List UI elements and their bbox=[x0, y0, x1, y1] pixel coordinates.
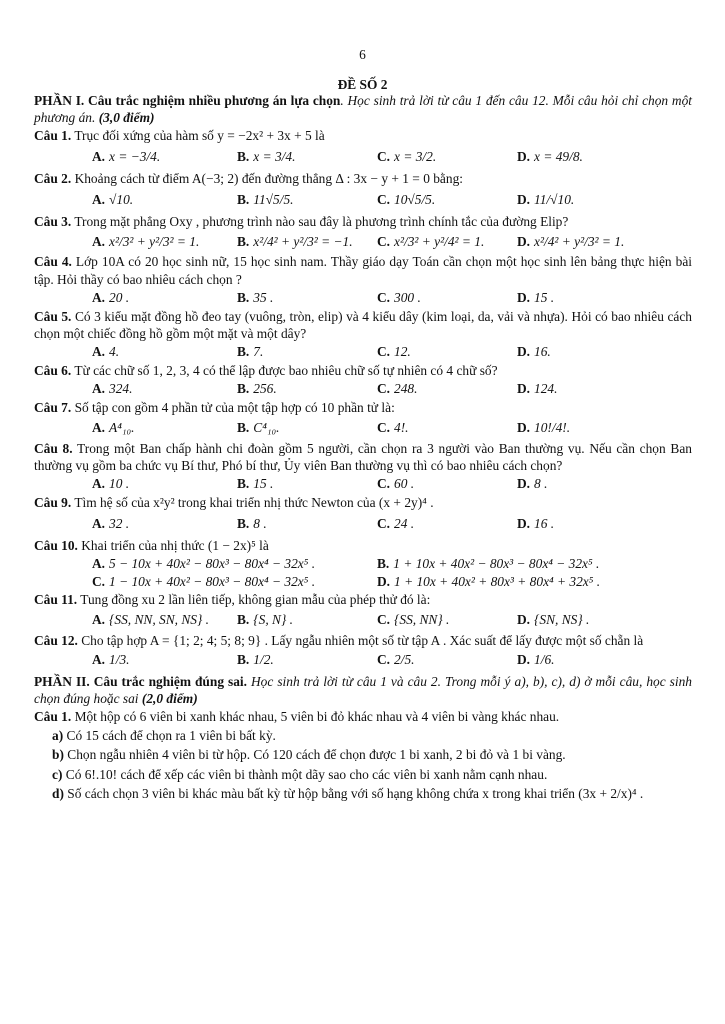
question-11 bbox=[34, 591, 692, 632]
option-value: 1 + 10x + 40x² − 80x³ − 80x⁴ − 32x⁵ . bbox=[393, 556, 600, 572]
question-2 bbox=[34, 170, 692, 213]
option-value: 2/5. bbox=[394, 652, 415, 668]
answer-option-c[interactable] bbox=[92, 573, 377, 590]
option-letter: A. bbox=[92, 556, 106, 572]
option-letter: B. bbox=[237, 420, 250, 436]
question-stem bbox=[34, 170, 692, 187]
answer-option-a[interactable] bbox=[92, 611, 237, 628]
question-label: Câu 12. bbox=[34, 632, 78, 648]
option-value: 11/√10. bbox=[534, 192, 575, 208]
answer-option-c[interactable] bbox=[377, 515, 517, 532]
option-value: 1/6. bbox=[534, 652, 555, 668]
option-value: 32 . bbox=[109, 516, 130, 532]
option-letter: B. bbox=[237, 192, 250, 208]
answer-option-c[interactable] bbox=[377, 651, 517, 668]
question-text: Số tập con gồm 4 phần tử của một tập hợp có 10 phần tử là: bbox=[71, 399, 395, 415]
option-letter: D. bbox=[517, 381, 531, 397]
option-letter: D. bbox=[517, 233, 531, 249]
question-text: Trong một Ban chấp hành chi đoàn gồm 5 người, cần chọn ra 3 người vào Ban thường vụ. Nếu cần chọn Ban thường vụ gồm ba chức vụ Bí thư, Phó bí thư, Ủy viên Ban thường vụ thì có bao nhiêu cách chọn? bbox=[34, 440, 692, 474]
question-label: Câu 6. bbox=[34, 362, 72, 378]
option-value: 1 − 10x + 40x² − 80x³ − 80x⁴ − 32x⁵ . bbox=[109, 573, 316, 589]
question-7 bbox=[34, 399, 692, 440]
option-value: 16 . bbox=[534, 516, 555, 532]
option-value: {S, N} . bbox=[253, 612, 294, 628]
option-letter: B. bbox=[377, 556, 390, 572]
option-letter: C. bbox=[377, 516, 391, 532]
option-letter: A. bbox=[92, 381, 106, 397]
question-label: Câu 4. bbox=[34, 254, 72, 270]
option-letter: C. bbox=[377, 381, 391, 397]
answer-option-b[interactable] bbox=[237, 651, 377, 668]
statement-text: Có 6!.10! cách để xếp các viên bi thành một dãy sao cho các viên bi xanh nằm cạnh nhau. bbox=[65, 766, 548, 782]
option-value: x = 49/8. bbox=[534, 149, 583, 165]
option-value: 15 . bbox=[253, 476, 274, 492]
option-value: 60 . bbox=[394, 476, 415, 492]
question-stem bbox=[34, 308, 692, 343]
question-label: Câu 5. bbox=[34, 308, 72, 324]
part1-heading: PHẦN I. Câu trắc nghiệm nhiều phương án lựa chọn bbox=[34, 93, 341, 108]
question-stem bbox=[34, 213, 692, 230]
part2-instruction: Học sinh trả lời từ câu 1 và câu 2. Trong mỗi ý a), b), c), d) ở mỗi câu, học sinh chọn đúng hoặc sai bbox=[34, 673, 692, 707]
question-label: Câu 3. bbox=[34, 213, 72, 229]
part2-q1-label: Câu 1. bbox=[34, 708, 72, 724]
answer-option-c[interactable] bbox=[377, 233, 517, 250]
option-letter: B. bbox=[237, 344, 250, 360]
answer-option-a[interactable] bbox=[92, 555, 377, 572]
answer-options bbox=[34, 611, 692, 628]
answer-option-b[interactable] bbox=[237, 380, 377, 397]
option-letter: B. bbox=[237, 290, 250, 306]
answer-options bbox=[34, 555, 692, 590]
part1-points: (3,0 điểm) bbox=[98, 110, 155, 126]
option-letter: B. bbox=[237, 516, 250, 532]
part1-instruction: . Học sinh trả lời từ câu 1 đến câu 12. Mỗi câu hỏi chỉ chọn một phương án. bbox=[34, 93, 692, 126]
answer-option-d[interactable] bbox=[517, 611, 657, 628]
answer-option-a[interactable] bbox=[92, 475, 237, 492]
statement-a[interactable] bbox=[34, 727, 692, 744]
answer-option-d[interactable] bbox=[517, 289, 657, 306]
question-stem bbox=[34, 591, 692, 608]
answer-option-d[interactable] bbox=[517, 191, 657, 208]
question-stem bbox=[34, 127, 692, 144]
option-letter: C. bbox=[377, 290, 391, 306]
option-value: x²/3² + y²/4² = 1. bbox=[394, 233, 485, 249]
option-value: 16. bbox=[534, 344, 551, 360]
option-value: 10√5/5. bbox=[394, 192, 436, 208]
answer-option-d[interactable] bbox=[517, 651, 657, 668]
question-stem bbox=[34, 253, 692, 288]
question-5 bbox=[34, 308, 692, 362]
option-value: 12. bbox=[394, 344, 411, 360]
option-value: C⁴₁₀. bbox=[253, 420, 280, 436]
question-stem bbox=[34, 632, 692, 649]
answer-options bbox=[34, 651, 692, 668]
question-3 bbox=[34, 213, 692, 254]
part2-q1-text: Một hộp có 6 viên bi xanh khác nhau, 5 viên bi đỏ khác nhau và 4 viên bi vàng khác nhau. bbox=[74, 708, 560, 724]
option-value: 11√5/5. bbox=[253, 192, 294, 208]
question-9 bbox=[34, 494, 692, 537]
option-value: {SS, NN} . bbox=[394, 612, 450, 628]
option-letter: D. bbox=[517, 516, 531, 532]
option-letter: B. bbox=[237, 233, 250, 249]
option-letter: D. bbox=[517, 344, 531, 360]
question-label: Câu 7. bbox=[34, 399, 72, 415]
answer-option-d[interactable] bbox=[517, 380, 657, 397]
option-letter: D. bbox=[517, 290, 531, 306]
part2-heading: PHẦN II. Câu trắc nghiệm đúng sai. bbox=[34, 673, 247, 689]
option-value: 35 . bbox=[253, 290, 274, 306]
answer-option-b[interactable] bbox=[237, 515, 377, 532]
answer-option-a[interactable] bbox=[92, 343, 237, 360]
option-value: 10 . bbox=[109, 476, 130, 492]
option-letter: A. bbox=[92, 344, 106, 360]
answer-option-c[interactable] bbox=[377, 475, 517, 492]
answer-options bbox=[34, 343, 692, 360]
question-label: Câu 10. bbox=[34, 537, 78, 553]
option-value: x = 3/4. bbox=[253, 149, 296, 165]
answer-option-d[interactable] bbox=[517, 419, 657, 436]
question-text: Tìm hệ số của x²y² trong khai triển nhị thức Newton của (x + 2y)⁴ . bbox=[71, 494, 434, 510]
question-text: Có 3 kiểu mặt đồng hồ đeo tay (vuông, tròn, elip) và 4 kiểu dây (kim loại, da, vải và nhựa). Hỏi có bao nhiêu cách chọn một chiếc đồng hồ gồm một mặt và một dây? bbox=[34, 308, 692, 342]
option-letter: A. bbox=[92, 652, 106, 668]
page-number: 6 bbox=[359, 47, 366, 62]
option-letter: D. bbox=[517, 149, 531, 165]
option-letter: C. bbox=[377, 420, 391, 436]
question-stem bbox=[34, 362, 692, 379]
part2-items bbox=[34, 727, 692, 803]
answer-options bbox=[34, 191, 692, 208]
option-letter: A. bbox=[92, 612, 106, 628]
option-letter: A. bbox=[92, 192, 106, 208]
question-label: Câu 8. bbox=[34, 440, 73, 456]
option-letter: D. bbox=[517, 420, 531, 436]
statement-text: Có 15 cách để chọn ra 1 viên bi bất kỳ. bbox=[66, 727, 276, 743]
option-letter: C. bbox=[377, 149, 391, 165]
answer-option-a[interactable] bbox=[92, 289, 237, 306]
answer-option-a[interactable] bbox=[92, 515, 237, 532]
question-text: Lớp 10A có 20 học sinh nữ, 15 học sinh nam. Thầy giáo dạy Toán cần chọn một học sinh lên bảng thực hiện bài tập. Hỏi thầy có bao nhiêu cách chọn ? bbox=[34, 254, 692, 287]
question-12 bbox=[34, 632, 692, 671]
option-letter: D. bbox=[377, 573, 391, 589]
option-value: 24 . bbox=[394, 516, 415, 532]
option-letter: B. bbox=[237, 652, 250, 668]
statement-label: d) bbox=[52, 786, 68, 802]
question-6 bbox=[34, 362, 692, 399]
question-text: Cho tập hợp A = {1; 2; 4; 5; 8; 9} . Lấy ngẫu nhiên một số từ tập A . Xác suất để lấy được một số chẵn là bbox=[77, 632, 644, 648]
answer-options bbox=[34, 148, 692, 165]
answer-option-d[interactable] bbox=[517, 148, 657, 165]
option-value: 324. bbox=[109, 381, 133, 397]
option-value: x²/4² + y²/3² = −1. bbox=[253, 233, 353, 249]
option-letter: D. bbox=[517, 612, 531, 628]
option-letter: A. bbox=[92, 233, 106, 249]
option-value: x²/4² + y²/3² = 1. bbox=[534, 233, 625, 249]
answer-option-d[interactable] bbox=[517, 343, 657, 360]
option-letter: C. bbox=[377, 192, 391, 208]
answer-option-b[interactable] bbox=[377, 555, 677, 572]
option-letter: A. bbox=[92, 149, 106, 165]
answer-options bbox=[34, 289, 692, 306]
option-letter: D. bbox=[517, 476, 531, 492]
question-stem bbox=[34, 440, 692, 475]
option-letter: A. bbox=[92, 290, 106, 306]
option-value: 7. bbox=[253, 344, 264, 360]
option-letter: C. bbox=[377, 476, 391, 492]
option-letter: C. bbox=[377, 233, 391, 249]
option-letter: B. bbox=[237, 381, 250, 397]
option-value: x = −3/4. bbox=[109, 149, 161, 165]
option-value: x²/3² + y²/3² = 1. bbox=[109, 233, 200, 249]
option-value: 300 . bbox=[394, 290, 421, 306]
option-letter: C. bbox=[377, 652, 391, 668]
option-value: 124. bbox=[534, 381, 558, 397]
answer-option-d[interactable] bbox=[517, 233, 657, 250]
option-letter: A. bbox=[92, 420, 106, 436]
answer-option-b[interactable] bbox=[237, 611, 377, 628]
option-letter: D. bbox=[517, 652, 531, 668]
answer-options bbox=[34, 419, 692, 436]
question-stem bbox=[34, 399, 692, 416]
question-10 bbox=[34, 537, 692, 591]
option-value: 20 . bbox=[109, 290, 130, 306]
statement-label: c) bbox=[52, 766, 66, 782]
answer-option-b[interactable] bbox=[237, 289, 377, 306]
option-value: 4. bbox=[109, 344, 120, 360]
option-value: 4!. bbox=[394, 420, 409, 436]
option-letter: C. bbox=[92, 573, 106, 589]
option-value: √10. bbox=[109, 192, 134, 208]
option-value: 1/2. bbox=[253, 652, 274, 668]
answer-options bbox=[34, 515, 692, 532]
option-value: x = 3/2. bbox=[394, 149, 437, 165]
answer-option-a[interactable] bbox=[92, 419, 237, 436]
option-value: 8 . bbox=[534, 476, 548, 492]
option-value: 5 − 10x + 40x² − 80x³ − 80x⁴ − 32x⁵ . bbox=[109, 556, 316, 572]
answer-option-a[interactable] bbox=[92, 651, 237, 668]
answer-option-a[interactable] bbox=[92, 380, 237, 397]
option-letter: C. bbox=[377, 612, 391, 628]
option-value: 1/3. bbox=[109, 652, 130, 668]
answer-options bbox=[34, 380, 692, 397]
option-letter: C. bbox=[377, 344, 391, 360]
statement-c[interactable] bbox=[34, 766, 692, 783]
question-list bbox=[34, 127, 692, 671]
answer-option-c[interactable] bbox=[377, 611, 517, 628]
answer-option-b[interactable] bbox=[237, 233, 377, 250]
answer-option-c[interactable] bbox=[377, 419, 517, 436]
question-label: Câu 1. bbox=[34, 127, 72, 143]
option-value: {SS, NN, SN, NS} . bbox=[109, 612, 210, 628]
question-text: Khai triển của nhị thức (1 − 2x)⁵ là bbox=[77, 537, 269, 553]
option-value: 15 . bbox=[534, 290, 555, 306]
exam-body bbox=[34, 92, 692, 803]
answer-option-d[interactable] bbox=[517, 515, 657, 532]
question-text: Tung đồng xu 2 lần liên tiếp, không gian mẫu của phép thử đó là: bbox=[77, 591, 431, 607]
option-letter: B. bbox=[237, 476, 250, 492]
part1-header bbox=[34, 92, 692, 127]
statement-label: b) bbox=[52, 747, 68, 763]
answer-option-a[interactable] bbox=[92, 191, 237, 208]
option-letter: D. bbox=[517, 192, 531, 208]
answer-option-b[interactable] bbox=[237, 191, 377, 208]
option-value: 8 . bbox=[253, 516, 267, 532]
option-value: {SN, NS} . bbox=[534, 612, 590, 628]
answer-option-c[interactable] bbox=[377, 343, 517, 360]
question-text: Từ các chữ số 1, 2, 3, 4 có thể lập được bao nhiêu chữ số tự nhiên có 4 chữ số? bbox=[71, 362, 498, 378]
answer-option-c[interactable] bbox=[377, 148, 517, 165]
statement-text: Số cách chọn 3 viên bi khác màu bất kỳ từ hộp bằng với số hạng không chứa x trong khai triển (3x + 2/x)⁴ . bbox=[67, 786, 644, 802]
part2-points: (2,0 điểm) bbox=[141, 691, 198, 707]
statement-text: Chọn ngẫu nhiên 4 viên bi từ hộp. Có 120 cách để chọn được 1 bi xanh, 2 bi đỏ và 1 bi vàng. bbox=[67, 747, 566, 763]
answer-options bbox=[34, 475, 692, 492]
option-value: A⁴₁₀. bbox=[109, 420, 135, 436]
question-stem bbox=[34, 494, 692, 511]
question-8 bbox=[34, 440, 692, 494]
answer-option-c[interactable] bbox=[377, 191, 517, 208]
option-letter: B. bbox=[237, 612, 250, 628]
answer-option-b[interactable] bbox=[237, 148, 377, 165]
question-label: Câu 9. bbox=[34, 494, 72, 510]
answer-option-b[interactable] bbox=[237, 419, 377, 436]
part2-question-1 bbox=[34, 708, 692, 725]
question-4 bbox=[34, 253, 692, 307]
question-text: Khoảng cách từ điểm A(−3; 2) đến đường thẳng Δ : 3x − y + 1 = 0 bằng: bbox=[71, 170, 463, 186]
option-letter: A. bbox=[92, 476, 106, 492]
answer-options bbox=[34, 233, 692, 250]
answer-option-b[interactable] bbox=[237, 475, 377, 492]
option-value: 248. bbox=[394, 381, 418, 397]
question-1 bbox=[34, 127, 692, 170]
statement-d[interactable] bbox=[34, 785, 692, 802]
option-value: 256. bbox=[253, 381, 277, 397]
answer-option-c[interactable] bbox=[377, 289, 517, 306]
exam-title: ĐỀ SỐ 2 bbox=[337, 77, 388, 92]
question-label: Câu 2. bbox=[34, 170, 72, 186]
answer-option-a[interactable] bbox=[92, 233, 237, 250]
answer-option-d[interactable] bbox=[377, 573, 677, 590]
answer-option-a[interactable] bbox=[92, 148, 237, 165]
question-text: Trong mặt phẳng Oxy , phương trình nào sau đây là phương trình chính tắc của đường Elip? bbox=[71, 213, 569, 229]
option-value: 10!/4!. bbox=[534, 420, 571, 436]
question-stem bbox=[34, 537, 692, 554]
answer-option-c[interactable] bbox=[377, 380, 517, 397]
part2-header bbox=[34, 673, 692, 708]
option-value: 1 + 10x + 40x² + 80x³ + 80x⁴ + 32x⁵ . bbox=[394, 573, 601, 589]
answer-option-d[interactable] bbox=[517, 475, 657, 492]
question-text: Trục đối xứng của hàm số y = −2x² + 3x + 5 là bbox=[71, 127, 325, 143]
answer-option-b[interactable] bbox=[237, 343, 377, 360]
statement-label: a) bbox=[52, 727, 67, 743]
statement-b[interactable] bbox=[34, 746, 692, 763]
option-letter: B. bbox=[237, 149, 250, 165]
option-letter: A. bbox=[92, 516, 106, 532]
question-label: Câu 11. bbox=[34, 591, 78, 607]
